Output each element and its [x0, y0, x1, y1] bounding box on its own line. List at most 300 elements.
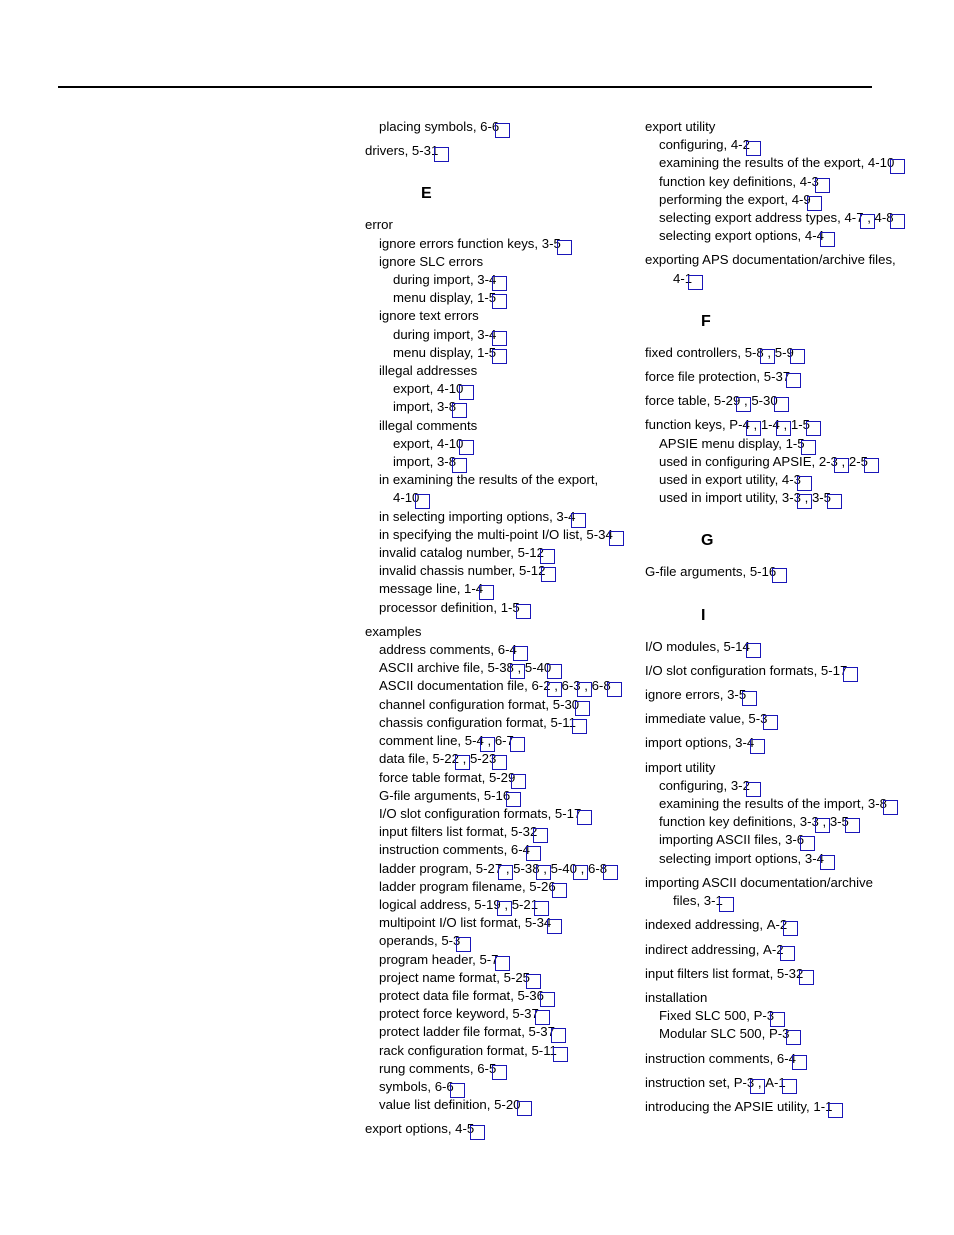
- page-ref-label: 5-26: [529, 878, 556, 894]
- index-term: Modular SLC 500,: [659, 1026, 769, 1042]
- page-ref-label: 5-34: [524, 915, 552, 931]
- index-entry: [645, 831, 905, 849]
- index-entry: [645, 1025, 905, 1043]
- page-ref-link[interactable]: [529, 878, 555, 896]
- page-ref-link[interactable]: [480, 118, 499, 136]
- index-term: ASCII documentation file,: [379, 678, 532, 694]
- page-ref-label: 1-5: [477, 344, 497, 360]
- page-ref-label: 3-5: [811, 490, 832, 506]
- index-entry: [645, 892, 905, 910]
- page-ref-label: 5-29: [488, 769, 516, 785]
- index-entry: [365, 271, 625, 289]
- ref-separator: ,: [800, 490, 812, 506]
- link-box-icon: [517, 1101, 532, 1116]
- page-ref-link[interactable]: [849, 453, 868, 471]
- link-box-icon: [820, 232, 835, 247]
- page-ref-label: A-2: [763, 941, 784, 957]
- index-entry: [365, 380, 625, 398]
- page-ref-link[interactable]: [518, 544, 544, 562]
- index-entry: [365, 860, 625, 878]
- page-ref-link[interactable]: [562, 677, 581, 695]
- page-ref-link[interactable]: [731, 136, 750, 154]
- page-ref-link[interactable]: [513, 860, 539, 878]
- page-ref-link[interactable]: [479, 951, 498, 969]
- page-ref-link[interactable]: [518, 987, 544, 1005]
- index-entry: [645, 777, 905, 795]
- section-letter-e: E: [421, 185, 432, 203]
- page-ref-link[interactable]: [735, 734, 754, 752]
- page-ref-label: 3-5: [829, 814, 849, 830]
- index-term: comment line,: [379, 733, 465, 749]
- index-entry: [645, 563, 905, 581]
- page-ref-link[interactable]: [494, 1096, 520, 1114]
- index-entry: [645, 209, 905, 227]
- link-box-icon: [434, 147, 449, 162]
- page-ref-link[interactable]: [470, 750, 496, 768]
- page-ref-label: 5-8: [744, 344, 764, 360]
- index-entry: [645, 965, 905, 983]
- page-ref-link[interactable]: [805, 227, 824, 245]
- page-ref-link[interactable]: [763, 941, 784, 959]
- page-ref-link[interactable]: [477, 326, 496, 344]
- index-term: introducing the APSIE utility,: [645, 1098, 814, 1114]
- page-ref-label: 5-12: [517, 545, 544, 561]
- page-ref-link[interactable]: [504, 969, 530, 987]
- index-term: I/O modules,: [645, 638, 724, 654]
- index-entry: [365, 142, 625, 160]
- index-term: examining the results of the import,: [659, 796, 868, 812]
- page-ref-link[interactable]: [487, 659, 513, 677]
- page-ref-link[interactable]: [782, 489, 801, 507]
- page-ref-label: 3-4: [556, 508, 576, 524]
- page-ref-label: 5-32: [776, 965, 804, 981]
- page-ref-label: 3-4: [477, 326, 497, 342]
- page-ref-label: 3-5: [727, 687, 747, 703]
- page-ref-label: 5-11: [531, 1042, 557, 1058]
- page-ref-link[interactable]: [731, 777, 750, 795]
- page-ref-link[interactable]: [868, 154, 894, 172]
- index-entry: [365, 417, 625, 435]
- page-ref-link[interactable]: [723, 638, 749, 656]
- index-entry: [365, 580, 625, 598]
- index-term: menu display,: [393, 344, 478, 360]
- page-ref-label: 5-23: [469, 751, 497, 767]
- page-ref-link[interactable]: [525, 914, 551, 932]
- page-ref-label: 1-1: [813, 1098, 833, 1114]
- index-term: function key definitions,: [659, 173, 800, 189]
- page-ref-link[interactable]: [588, 860, 607, 878]
- page-ref-link[interactable]: [586, 526, 612, 544]
- index-term: protect data file format,: [379, 987, 518, 1003]
- page-ref-label: 1-5: [500, 599, 520, 615]
- page-ref-link[interactable]: [511, 841, 530, 859]
- page-ref-link[interactable]: [551, 714, 576, 732]
- page-ref-label: 6-2: [531, 678, 551, 694]
- page-ref-link[interactable]: [455, 1120, 474, 1138]
- page-ref-link[interactable]: [437, 453, 456, 471]
- ref-separator: ,: [818, 814, 830, 830]
- page-ref-link[interactable]: [519, 562, 545, 580]
- index-term: symbols,: [379, 1078, 435, 1094]
- index-term: force table,: [645, 393, 714, 409]
- page-ref-label: 3-4: [804, 850, 824, 866]
- index-column-left: [365, 118, 625, 1139]
- page-ref-link[interactable]: [412, 142, 438, 160]
- page-ref-label: 5-30: [751, 393, 778, 409]
- page-ref-link[interactable]: [465, 732, 484, 750]
- index-entry: [645, 1074, 905, 1092]
- index-entry: [645, 734, 905, 752]
- page-ref-link[interactable]: [531, 1042, 556, 1060]
- link-box-icon: [827, 494, 842, 509]
- index-term: APSIE menu display,: [659, 435, 786, 451]
- page-ref-link[interactable]: [750, 563, 776, 581]
- page-ref-link[interactable]: [437, 435, 463, 453]
- page-ref-label: 5-32: [510, 824, 538, 840]
- index-entry: [365, 750, 625, 768]
- page-ref-link[interactable]: [435, 1078, 454, 1096]
- page-ref-label: A-2: [766, 917, 788, 933]
- index-term: importing ASCII documentation/archive: [645, 874, 873, 890]
- page-ref-link[interactable]: [441, 932, 460, 950]
- page-ref-label: 6-6: [480, 119, 500, 134]
- page-ref-label: 4-10: [436, 381, 464, 397]
- index-entry: [365, 1042, 625, 1060]
- page-ref-link[interactable]: [786, 435, 805, 453]
- page-ref-label: 5-34: [586, 526, 613, 542]
- page-ref-link[interactable]: [477, 344, 496, 362]
- page-ref-link[interactable]: [777, 1050, 796, 1068]
- index-entry: [365, 344, 625, 362]
- index-term: illegal comments: [379, 417, 478, 433]
- page-ref-link[interactable]: [592, 677, 611, 695]
- link-box-icon: [742, 691, 757, 706]
- index-term: indexed addressing,: [645, 917, 767, 933]
- page-ref-link[interactable]: [525, 659, 551, 677]
- index-term: examples: [365, 623, 422, 639]
- page-ref-label: P-3: [733, 1074, 755, 1090]
- page-ref-link[interactable]: [821, 662, 847, 680]
- page-ref-label: 3-4: [735, 735, 755, 751]
- ref-separator: ,: [740, 393, 752, 409]
- page-ref-label: 4-5: [455, 1121, 475, 1137]
- page-ref-link[interactable]: [782, 471, 801, 489]
- index-entry: [365, 435, 625, 453]
- page-ref-link[interactable]: [477, 289, 496, 307]
- ref-separator: ,: [763, 344, 775, 360]
- page-ref-label: 5-37: [528, 1024, 555, 1040]
- page-ref-link[interactable]: [785, 831, 804, 849]
- page-ref-link[interactable]: [393, 489, 419, 507]
- index-term: processor definition,: [379, 599, 501, 615]
- page-ref-label: 5-4: [464, 733, 484, 749]
- index-entry: [365, 289, 625, 307]
- index-term: instruction comments,: [379, 842, 511, 858]
- index-entry: [365, 659, 625, 677]
- page-ref-link[interactable]: [791, 416, 810, 434]
- page-ref-label: 2-3: [818, 453, 838, 469]
- page-ref-link[interactable]: [727, 686, 746, 704]
- page-ref-link[interactable]: [748, 710, 767, 728]
- link-box-icon: [820, 855, 835, 870]
- link-box-icon: [790, 349, 805, 364]
- index-term: export,: [393, 435, 437, 451]
- index-entry: [645, 453, 905, 471]
- page-ref-link[interactable]: [761, 416, 780, 434]
- link-box-icon: [763, 715, 778, 730]
- page-ref-label: 1-5: [477, 290, 497, 306]
- page-ref-link[interactable]: [767, 916, 788, 934]
- index-entry: [365, 235, 625, 253]
- page-ref-link[interactable]: [745, 344, 764, 362]
- index-entry: [365, 823, 625, 841]
- page-ref-link[interactable]: [792, 191, 811, 209]
- link-box-icon: [750, 1079, 765, 1094]
- page-ref-label: 3-4: [477, 272, 497, 288]
- page-ref-label: 5-3: [748, 711, 768, 727]
- index-term: immediate value,: [645, 711, 749, 727]
- ref-separator: ,: [539, 860, 551, 876]
- index-term: placing symbols,: [379, 119, 481, 134]
- index-entry: [365, 362, 625, 380]
- page-ref-link[interactable]: [800, 173, 819, 191]
- page-ref-link[interactable]: [484, 787, 510, 805]
- page-ref-link[interactable]: [673, 270, 692, 288]
- link-box-icon: [786, 373, 801, 388]
- page-ref-link[interactable]: [844, 209, 863, 227]
- page-ref-label: 5-3: [441, 933, 461, 949]
- section-letter-f: F: [701, 312, 711, 330]
- page-ref-label: 5-21: [511, 896, 539, 912]
- index-entry: [645, 270, 905, 288]
- page-ref-link[interactable]: [729, 416, 750, 434]
- page-ref-label: 5-12: [519, 563, 546, 579]
- page-ref-label: 5-31: [411, 143, 439, 159]
- page-ref-link[interactable]: [553, 696, 579, 714]
- index-term: data file,: [379, 751, 433, 767]
- index-term: in specifying the multi-point I/O list,: [379, 526, 587, 542]
- page-ref-link[interactable]: [511, 823, 537, 841]
- page-ref-link[interactable]: [830, 813, 849, 831]
- index-term: export utility: [645, 119, 716, 134]
- index-term: chassis configuration format,: [379, 714, 551, 730]
- index-entry: [365, 118, 625, 136]
- page-ref-label: 1-4: [464, 581, 484, 597]
- index-entry: [365, 562, 625, 580]
- index-entry: [645, 916, 905, 934]
- link-box-icon: [797, 494, 812, 509]
- page-ref-link[interactable]: [531, 677, 550, 695]
- page-ref-label: 4-7: [844, 210, 864, 226]
- index-entry: [645, 227, 905, 245]
- index-term: channel configuration format,: [379, 696, 553, 712]
- page-ref-link[interactable]: [501, 599, 520, 617]
- page-ref-label: 4-10: [393, 490, 420, 506]
- index-term: in selecting importing options,: [379, 508, 557, 524]
- page-ref-label: 5-36: [517, 987, 544, 1003]
- index-entry: [365, 1078, 625, 1096]
- page-ref-link[interactable]: [813, 1098, 832, 1116]
- index-entry: [365, 1023, 625, 1041]
- page-ref-label: 5-40: [550, 860, 577, 876]
- index-entry: [645, 1050, 905, 1068]
- index-entry: [365, 326, 625, 344]
- index-term: during import,: [393, 326, 478, 342]
- page-ref-label: 4-3: [799, 173, 819, 189]
- ref-separator: ,: [550, 678, 562, 694]
- page-ref-link[interactable]: [489, 769, 515, 787]
- link-box-icon: [495, 123, 510, 138]
- ref-separator: ,: [837, 453, 849, 469]
- page-ref-label: 3-8: [436, 454, 457, 470]
- index-term: rack configuration format,: [379, 1042, 532, 1058]
- page-ref-link[interactable]: [875, 209, 894, 227]
- ref-separator: ,: [754, 1074, 766, 1090]
- page-ref-link[interactable]: [812, 489, 831, 507]
- index-term: input filters list format,: [379, 824, 511, 840]
- page-ref-link[interactable]: [512, 1005, 538, 1023]
- page-ref-link[interactable]: [437, 398, 456, 416]
- page-ref-label: 5-38: [513, 860, 540, 876]
- page-ref-label: 5-11: [550, 714, 576, 730]
- index-term: force file protection,: [645, 369, 764, 385]
- section-letter-g: G: [701, 532, 714, 550]
- page-ref-label: 5-40: [524, 660, 552, 676]
- index-term: ignore SLC errors: [379, 253, 484, 269]
- index-entry: [365, 677, 625, 695]
- page-ref-link[interactable]: [474, 896, 500, 914]
- index-entry: [645, 1098, 905, 1116]
- page-ref-link[interactable]: [556, 508, 575, 526]
- index-term: menu display,: [393, 290, 478, 306]
- page-ref-link[interactable]: [800, 813, 819, 831]
- link-box-icon: [786, 1030, 801, 1045]
- page-ref-link[interactable]: [477, 1060, 496, 1078]
- page-ref-label: 4-8: [874, 210, 894, 226]
- page-ref-link[interactable]: [437, 380, 463, 398]
- index-entry: [365, 253, 625, 271]
- index-term: selecting export address types,: [659, 210, 845, 226]
- page-ref-label: 5-29: [713, 393, 741, 409]
- page-ref-label: 5-19: [474, 896, 501, 912]
- index-term: selecting import options,: [659, 850, 805, 866]
- index-entry: [645, 489, 905, 507]
- page-ref-label: 4-10: [436, 435, 464, 451]
- link-box-icon: [780, 946, 795, 961]
- page-ref-label: 6-5: [477, 1060, 497, 1076]
- page-ref-link[interactable]: [769, 1025, 790, 1043]
- ref-separator: ,: [749, 417, 761, 433]
- index-term: configuring,: [659, 137, 731, 153]
- index-term: rung comments,: [379, 1060, 478, 1076]
- page-ref-link[interactable]: [754, 1007, 775, 1025]
- page-ref-link[interactable]: [704, 892, 723, 910]
- page-ref-link[interactable]: [512, 896, 538, 914]
- page-ref-link[interactable]: [734, 1074, 755, 1092]
- page-ref-link[interactable]: [477, 271, 496, 289]
- page-ref-link[interactable]: [765, 1074, 786, 1092]
- index-entry: [365, 1096, 625, 1114]
- index-term: invalid chassis number,: [379, 563, 520, 579]
- index-entry: [365, 914, 625, 932]
- index-term: ladder program,: [379, 860, 476, 876]
- index-entry: [365, 453, 625, 471]
- index-term: importing ASCII files,: [659, 832, 786, 848]
- page-ref-link[interactable]: [529, 1023, 555, 1041]
- index-entry: [645, 662, 905, 680]
- index-term: import options,: [645, 735, 736, 751]
- index-entry: [645, 638, 905, 656]
- index-entry: [365, 544, 625, 562]
- index-entry: [365, 216, 625, 234]
- index-term: ignore text errors: [379, 308, 479, 324]
- page-ref-link[interactable]: [819, 453, 838, 471]
- ref-separator: ,: [576, 860, 588, 876]
- index-term: value list definition,: [379, 1097, 495, 1113]
- index-entry: [365, 398, 625, 416]
- page-ref-link[interactable]: [555, 805, 581, 823]
- index-term: function key definitions,: [659, 814, 800, 830]
- page-ref-label: P-4: [729, 417, 750, 433]
- index-entry: [645, 368, 905, 386]
- page-ref-link[interactable]: [805, 850, 824, 868]
- index-term: operands,: [379, 933, 442, 949]
- index-entry: [365, 599, 625, 617]
- index-term: I/O slot configuration formats,: [645, 662, 821, 678]
- page-ref-link[interactable]: [433, 750, 459, 768]
- index-term: used in export utility,: [659, 472, 782, 488]
- page-ref-link[interactable]: [714, 392, 740, 410]
- page-ref-link[interactable]: [551, 860, 577, 878]
- page-ref-label: 4-2: [730, 137, 750, 153]
- page-ref-link[interactable]: [868, 795, 887, 813]
- index-term: logical address,: [379, 896, 475, 912]
- index-column-right: [645, 118, 905, 1116]
- page-ref-label: 6-7: [494, 733, 514, 749]
- index-entry: [365, 769, 625, 787]
- page-ref-label: 5-9: [774, 344, 794, 360]
- index-entry: [645, 989, 905, 1007]
- page-ref-link[interactable]: [476, 860, 502, 878]
- index-entry: [645, 874, 905, 892]
- page-ref-label: 6-8: [587, 860, 608, 876]
- index-term: invalid catalog number,: [379, 545, 518, 561]
- page-ref-label: 1-4: [760, 417, 780, 433]
- index-term: G-file arguments,: [379, 787, 484, 803]
- index-entry: [645, 344, 905, 362]
- page-ref-link[interactable]: [751, 392, 777, 410]
- index-entry: [645, 686, 905, 704]
- page-ref-link[interactable]: [775, 344, 794, 362]
- page-ref-label: 3-8: [436, 399, 457, 415]
- page-ref-label: 4-9: [791, 191, 811, 207]
- page-ref-label: 3-2: [730, 777, 750, 793]
- page-ref-link[interactable]: [777, 965, 803, 983]
- index-term: project name format,: [379, 969, 504, 985]
- index-entry: [645, 136, 905, 154]
- page-ref-link[interactable]: [464, 580, 483, 598]
- index-term: import utility: [645, 759, 716, 775]
- page-ref-label: 5-7: [479, 951, 499, 967]
- index-term: G-file arguments,: [645, 564, 750, 580]
- page-ref-link[interactable]: [542, 235, 561, 253]
- page-ref-link[interactable]: [495, 732, 514, 750]
- index-term: multipoint I/O list format,: [379, 915, 525, 931]
- index-entry: [365, 787, 625, 805]
- page-ref-link[interactable]: [764, 368, 790, 386]
- index-entry: [365, 841, 625, 859]
- page-ref-link[interactable]: [498, 641, 517, 659]
